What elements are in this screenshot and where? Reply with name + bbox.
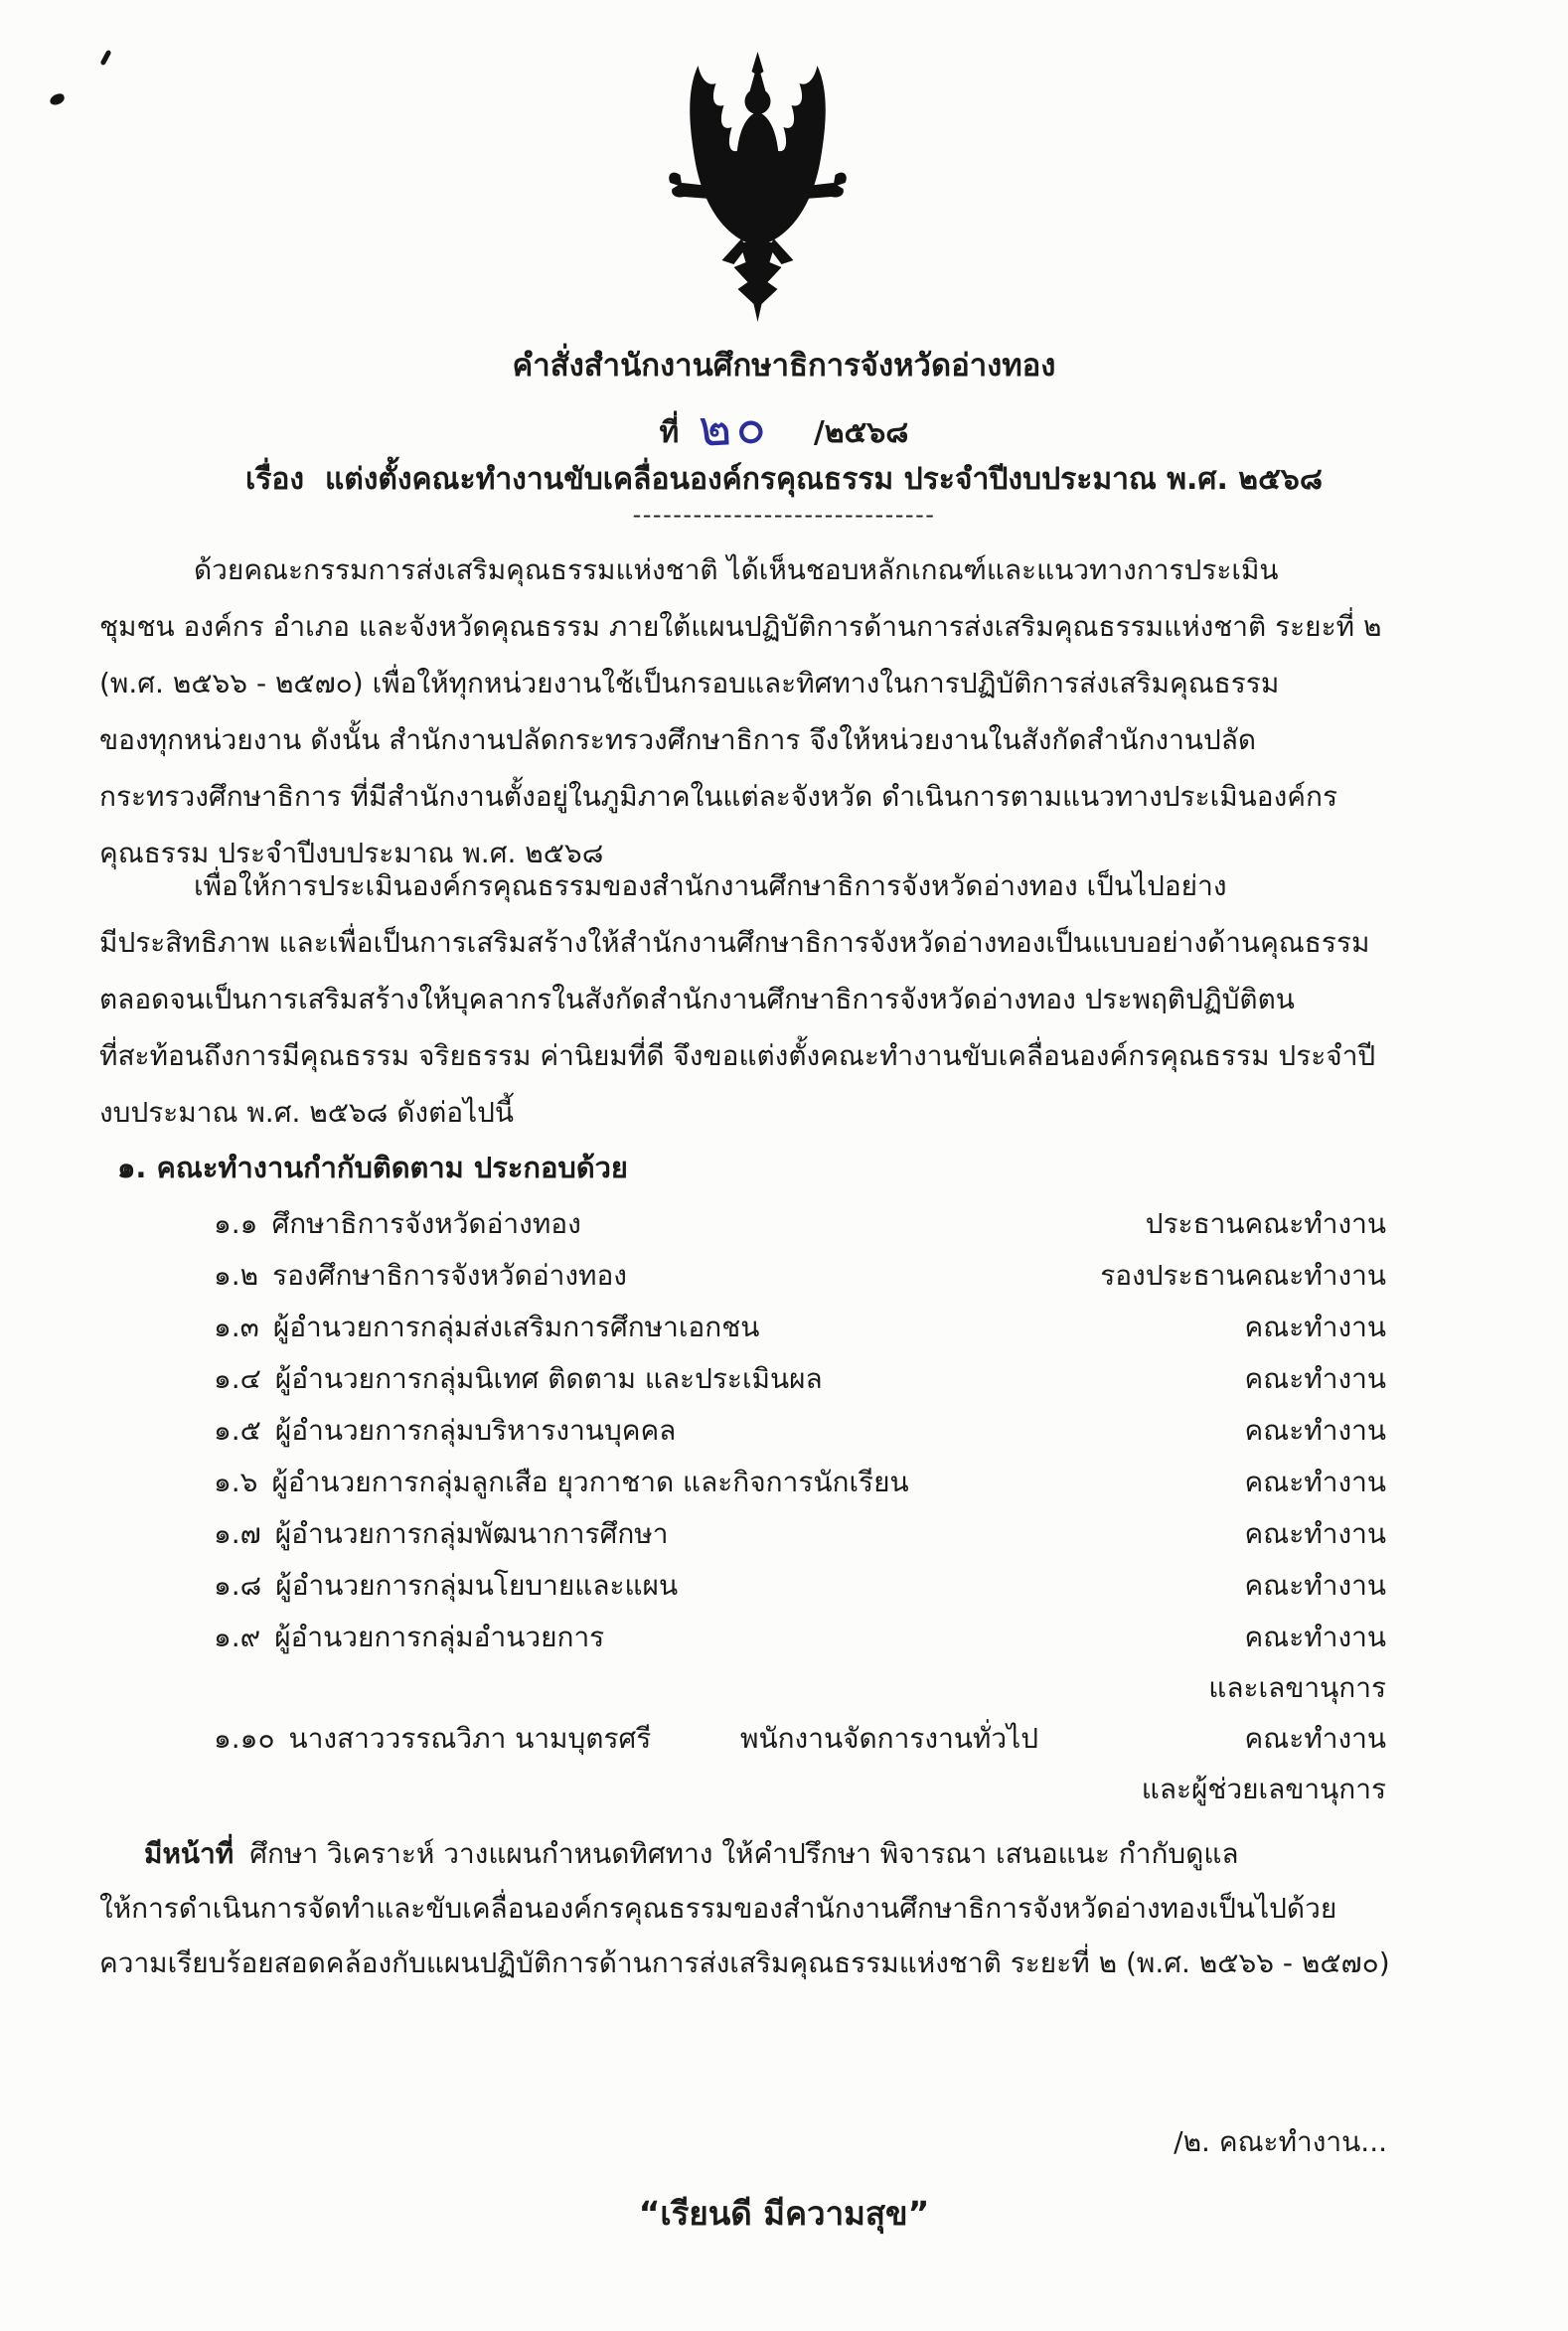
paragraph-line: กระทรวงศึกษาธิการ ที่มีสำนักงานตั้งอยู่ในภูมิภาคในแต่ละจังหวัด ดำเนินการตามแนวทางประเมินองค์กร <box>99 780 1338 813</box>
motto-text: “เรียนดี มีความสุข” <box>638 2194 930 2233</box>
item-number: ๑.๘ <box>214 1569 262 1602</box>
member-role: คณะทำงาน <box>1244 1621 1386 1653</box>
paragraph-line: (พ.ศ. ๒๕๖๖ - ๒๕๗๐) เพื่อให้ทุกหน่วยงานใช้เป็นกรอบและทิศทางในการปฏิบัติการส่งเสริมคุณธรรม <box>99 667 1280 699</box>
item-number: ๑.๔ <box>214 1362 261 1395</box>
member-position: พนักงานจัดการงานทั่วไป <box>740 1722 1038 1755</box>
member-role: คณะทำงาน <box>1244 1414 1386 1447</box>
paragraph-line: คุณธรรม ประจำปีงบประมาณ พ.ศ. ๒๕๖๘ <box>99 837 604 869</box>
committee-row <box>214 1250 1386 1302</box>
member-name: ผู้อำนวยการกลุ่มส่งเสริมการศึกษาเอกชน <box>272 1311 760 1343</box>
document-number-prefix: ที่ <box>659 415 680 450</box>
committee-row <box>214 1302 1386 1353</box>
secretary-note: และเลขานุการ <box>1208 1671 1386 1704</box>
paragraph-line: ให้การดำเนินการจัดทำและขับเคลื่อนองค์กรคุณธรรมของสำนักงานศึกษาธิการจังหวัดอ่างทองเป็นไปด้วย <box>99 1892 1337 1925</box>
member-role: คณะทำงาน <box>1244 1569 1386 1602</box>
member-name: ผู้อำนวยการกลุ่มบริหารงานบุคคล <box>274 1414 677 1447</box>
item-number: ๑.๖ <box>214 1466 258 1498</box>
ink-speck <box>49 92 66 106</box>
item-number: ๑.๗ <box>214 1517 261 1550</box>
member-role: ประธานคณะทำงาน <box>1145 1207 1386 1240</box>
paragraph-line: งบประมาณ พ.ศ. ๒๕๖๘ ดังต่อไปนี้ <box>99 1096 515 1129</box>
member-role: คณะทำงาน <box>1244 1722 1386 1755</box>
paragraph-line: เพื่อให้การประเมินองค์กรคุณธรรมของสำนักงานศึกษาธิการจังหวัดอ่างทอง เป็นไปอย่าง <box>194 869 1227 902</box>
assistant-secretary-note: และผู้ช่วยเลขานุการ <box>1141 1773 1386 1805</box>
item-number: ๑.๑ <box>214 1207 258 1240</box>
paragraph-line: ตลอดจนเป็นการเสริมสร้างให้บุคลากรในสังกัดสำนักงานศึกษาธิการจังหวัดอ่างทอง ประพฤติปฏิบัติตน <box>99 983 1295 1015</box>
committee-row <box>214 1612 1386 1663</box>
committee-row <box>214 1713 1386 1765</box>
document-number-line <box>0 393 1568 465</box>
paragraph-line <box>99 1826 1451 1881</box>
item-number: ๑.๙ <box>214 1621 261 1653</box>
subject-text: แต่งตั้งคณะทำงานขับเคลื่อนองค์กรคุณธรรม ประจำปีงบประมาณ พ.ศ. ๒๕๖๘ <box>324 462 1323 497</box>
handwritten-document-number: ๒๐ <box>697 396 772 458</box>
page-continuation-note: /๒. คณะทำงาน... <box>1174 2125 1387 2158</box>
committee-row <box>214 1508 1386 1560</box>
duty-line-text: ศึกษา วิเคราะห์ วางแผนกำหนดทิศทาง ให้คำปรึกษา พิจารณา เสนอแนะ กำกับดูแล <box>249 1837 1239 1870</box>
committee-row <box>214 1198 1386 1250</box>
committee-row <box>214 1560 1386 1612</box>
ink-speck <box>100 50 112 66</box>
paragraph-line: ความเรียบร้อยสอดคล้องกับแผนปฏิบัติการด้านการส่งเสริมคุณธรรมแห่งชาติ ระยะที่ ๒ (พ.ศ. ๒๕๖๖ - ๒๕๗๐) <box>99 1946 1390 1979</box>
member-role: รองประธานคณะทำงาน <box>1100 1259 1386 1292</box>
member-name: ศึกษาธิการจังหวัดอ่างทอง <box>271 1207 581 1240</box>
paragraph-line: ที่สะท้อนถึงการมีคุณธรรม จริยธรรม ค่านิยมที่ดี จึงขอแต่งตั้งคณะทำงานขับเคลื่อนองค์กรคุณธรรม ประจำปี <box>99 1039 1376 1072</box>
paragraph-2 <box>99 857 1443 1141</box>
subject-label: เรื่อง <box>245 462 305 497</box>
garuda-emblem-icon <box>656 50 860 328</box>
document-title: คำสั่งสำนักงานศึกษาธิการจังหวัดอ่างทอง <box>512 348 1056 384</box>
divider-dashes: ------------------------------ <box>632 501 936 529</box>
member-name: นางสาววรรณวิภา นามบุตรศรี <box>288 1722 652 1755</box>
committee-section-heading: ๑. คณะทำงานกำกับติดตาม ประกอบด้วย <box>117 1151 628 1184</box>
member-name: ผู้อำนวยการกลุ่มนิเทศ ติดตาม และประเมินผล <box>274 1362 823 1395</box>
member-name: ผู้อำนวยการกลุ่มนโยบายและแผน <box>275 1569 679 1602</box>
member-role: คณะทำงาน <box>1244 1517 1386 1550</box>
committee-row <box>214 1457 1386 1508</box>
paragraph-line: ของทุกหน่วยงาน ดังนั้น สำนักงานปลัดกระทรวงศึกษาธิการ จึงให้หน่วยงานในสังกัดสำนักงานปลัด <box>99 723 1257 756</box>
committee-row <box>214 1353 1386 1405</box>
duty-label: มีหน้าที่ <box>144 1837 235 1870</box>
member-role: คณะทำงาน <box>1244 1466 1386 1498</box>
duty-paragraph <box>99 1826 1451 1990</box>
committee-row <box>214 1405 1386 1457</box>
item-number: ๑.๑๐ <box>214 1722 275 1755</box>
item-number: ๑.๕ <box>214 1414 261 1447</box>
member-role: คณะทำงาน <box>1244 1362 1386 1395</box>
committee-list <box>214 1198 1386 1814</box>
paragraph-1 <box>99 542 1443 881</box>
member-name: รองศึกษาธิการจังหวัดอ่างทอง <box>272 1259 627 1292</box>
member-name: ผู้อำนวยการกลุ่มพัฒนาการศึกษา <box>274 1517 669 1550</box>
item-number: ๑.๒ <box>214 1259 259 1292</box>
paragraph-line: มีประสิทธิภาพ และเพื่อเป็นการเสริมสร้างให้สำนักงานศึกษาธิการจังหวัดอ่างทองเป็นแบบอย่างด้านคุณธรรม <box>99 926 1370 959</box>
document-number-year: /๒๕๖๘ <box>813 415 909 450</box>
member-name: ผู้อำนวยการกลุ่มลูกเสือ ยุวกาชาด และกิจการนักเรียน <box>271 1466 909 1498</box>
member-role: คณะทำงาน <box>1244 1311 1386 1343</box>
subject-line <box>0 459 1568 501</box>
paragraph-line: ด้วยคณะกรรมการส่งเสริมคุณธรรมแห่งชาติ ได้เห็นชอบหลักเกณฑ์และแนวทางการประเมิน <box>194 553 1279 586</box>
item-number: ๑.๓ <box>214 1311 259 1343</box>
paragraph-line: ชุมชน องค์กร อำเภอ และจังหวัดคุณธรรม ภายใต้แผนปฏิบัติการด้านการส่งเสริมคุณธรรมแห่งชาติ ระยะที่ ๒ <box>99 610 1382 643</box>
member-name: ผู้อำนวยการกลุ่มอำนวยการ <box>274 1621 605 1653</box>
